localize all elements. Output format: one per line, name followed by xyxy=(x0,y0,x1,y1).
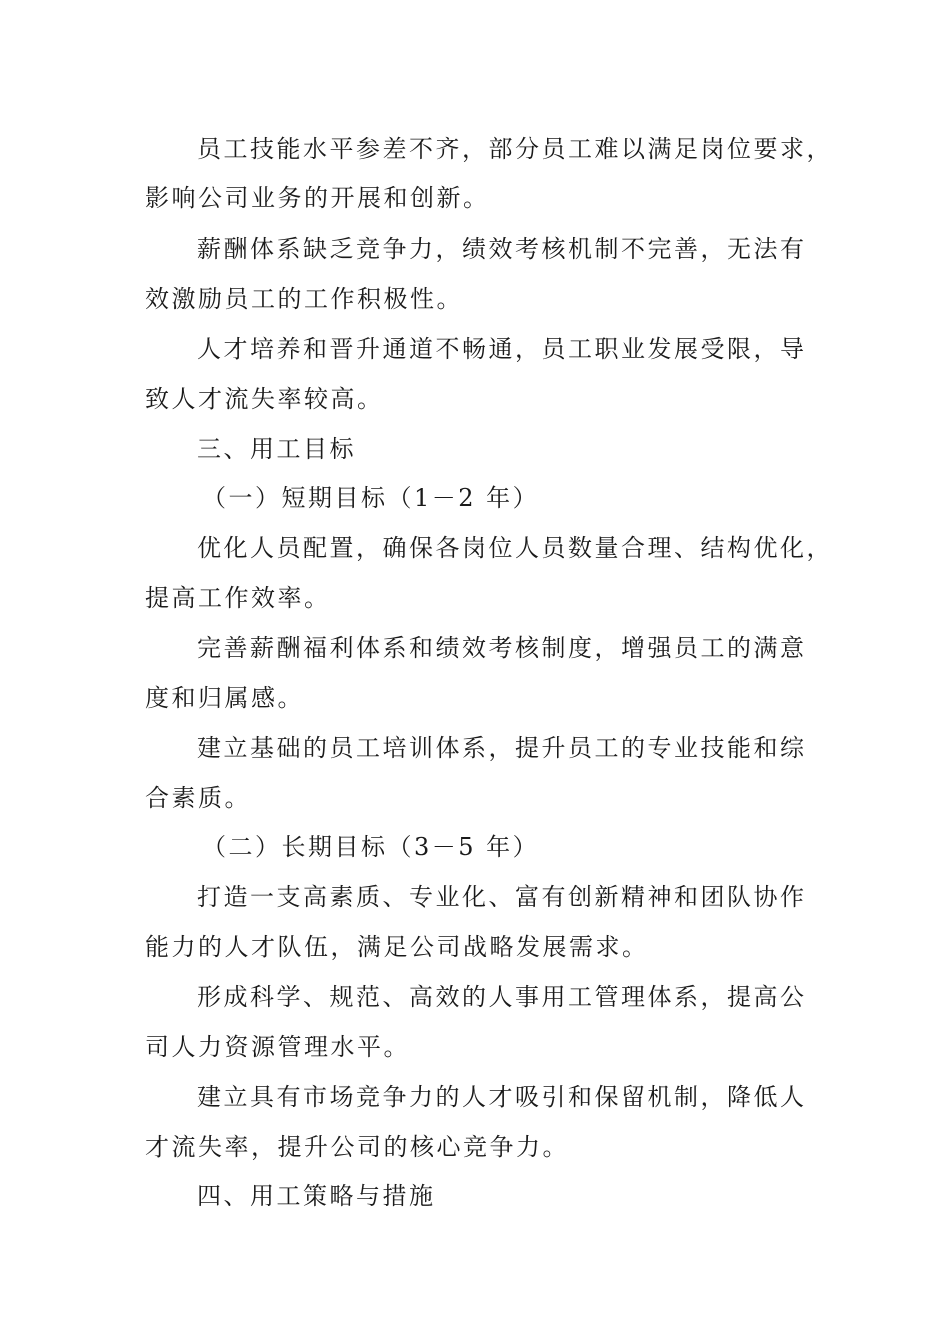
paragraph-line: 员工技能水平参差不齐，部分员工难以满足岗位要求， xyxy=(197,135,833,163)
paragraph-line: 建立基础的员工培训体系，提升员工的专业技能和综 xyxy=(197,734,807,762)
paragraph-line: 致人才流失率较高。 xyxy=(145,385,384,413)
paragraph-line: 打造一支高素质、专业化、富有创新精神和团队协作 xyxy=(197,883,807,911)
paragraph-line: 影响公司业务的开展和创新。 xyxy=(145,184,490,212)
paragraph-line: 薪酬体系缺乏竞争力，绩效考核机制不完善，无法有 xyxy=(197,235,807,263)
paragraph-line: 人才培养和晋升通道不畅通，员工职业发展受限，导 xyxy=(197,335,807,363)
paragraph-line: 司人力资源管理水平。 xyxy=(145,1033,410,1061)
section-heading: 四、用工策略与措施 xyxy=(197,1182,436,1210)
paragraph-line: 能力的人才队伍，满足公司战略发展需求。 xyxy=(145,933,649,961)
subsection-heading: （一）短期目标（1－2 年） xyxy=(202,484,540,512)
paragraph-line: 才流失率，提升公司的核心竞争力。 xyxy=(145,1133,569,1161)
paragraph-line: 建立具有市场竞争力的人才吸引和保留机制，降低人 xyxy=(197,1083,807,1111)
paragraph-line: 提高工作效率。 xyxy=(145,584,331,612)
paragraph-line: 形成科学、规范、高效的人事用工管理体系，提高公 xyxy=(197,983,807,1011)
paragraph-line: 合素质。 xyxy=(145,784,251,812)
section-heading: 三、用工目标 xyxy=(197,435,356,463)
paragraph-line: 完善薪酬福利体系和绩效考核制度，增强员工的满意 xyxy=(197,634,807,662)
paragraph-line: 优化人员配置，确保各岗位人员数量合理、结构优化， xyxy=(197,534,833,562)
paragraph-line: 效激励员工的工作积极性。 xyxy=(145,285,463,313)
subsection-heading: （二）长期目标（3－5 年） xyxy=(202,833,540,861)
paragraph-line: 度和归属感。 xyxy=(145,684,304,712)
